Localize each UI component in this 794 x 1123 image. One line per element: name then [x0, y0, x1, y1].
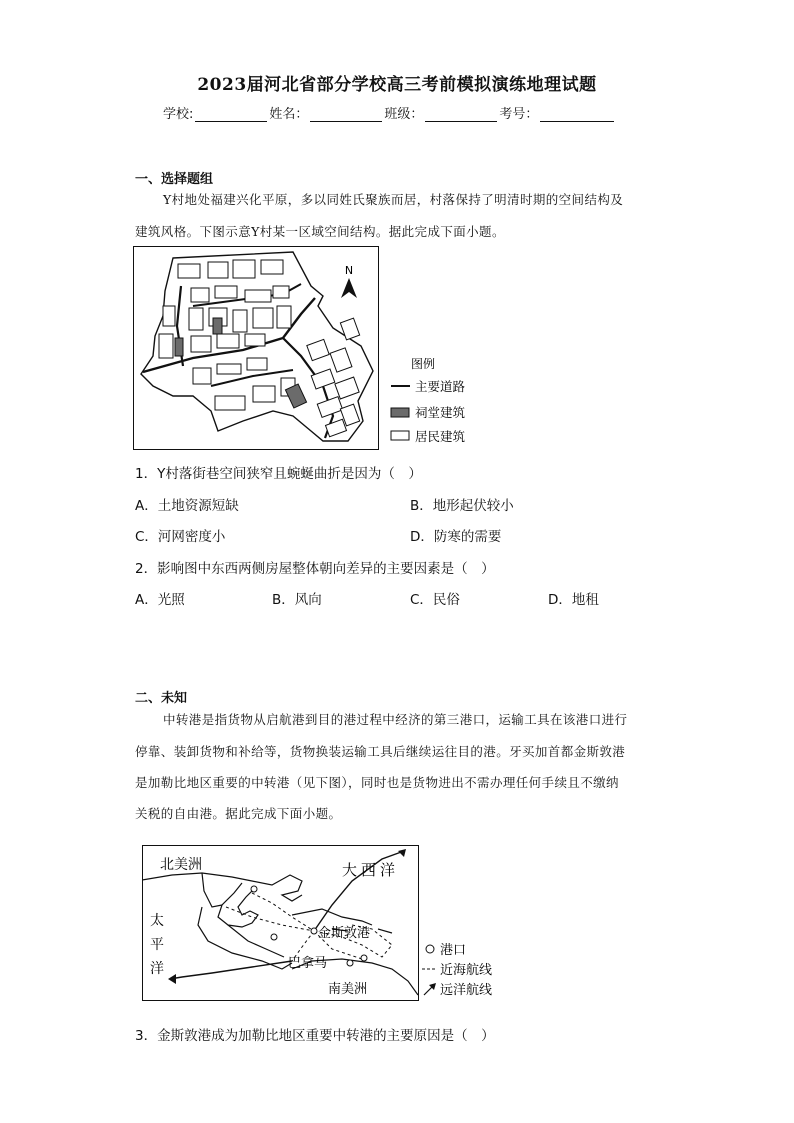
- section1-paragraph-line2: 建筑风格。下图示意Y村某一区域空间结构。据此完成下面小题。: [135, 224, 505, 239]
- class-blank[interactable]: [425, 107, 497, 122]
- section1-paragraph-line1: Y村地处福建兴化平原，多以同姓氏聚族而居，村落保持了明清时期的空间结构及: [163, 192, 624, 207]
- q1-option-b[interactable]: B．地形起伏较小: [410, 498, 514, 514]
- legend-shrine-icon: [391, 408, 409, 417]
- q2-option-d[interactable]: D．地租: [548, 592, 599, 608]
- question-3-stem: 3．金斯敦港成为加勒比地区重要中转港的主要原因是（ ）: [135, 1028, 495, 1044]
- legend-port-label: 港口: [440, 943, 467, 958]
- q2-option-b[interactable]: B．风向: [272, 592, 322, 608]
- page-title: 2023届河北省部分学校高三考前模拟演练地理试题: [197, 75, 597, 95]
- shrine-1: [213, 318, 222, 334]
- student-info-line: [163, 103, 616, 122]
- section2-paragraph-line2: 停靠、装卸货物和补给等，货物换装运输工具后继续运往目的港。牙买加首都金斯敦港: [135, 744, 626, 759]
- name-label: 姓名：: [269, 107, 309, 122]
- school-blank[interactable]: [195, 107, 267, 122]
- number-label: 考号：: [499, 107, 539, 122]
- north-label: N: [344, 264, 354, 277]
- shrine-2: [175, 338, 183, 356]
- section2-paragraph-line3: 是加勒比地区重要的中转港（见下图），同时也是货物进出不需办理任何手续且不缴纳: [135, 775, 619, 790]
- pacific-label-3: 洋: [150, 961, 164, 977]
- section2-heading: 二、未知: [135, 691, 188, 706]
- section2-paragraph-line4: 关税的自由港。据此完成下面小题。: [135, 806, 342, 821]
- section1-heading: 一、选择题组: [135, 172, 214, 187]
- q1-option-c[interactable]: C．河网密度小: [135, 529, 226, 545]
- pacific-label-2: 平: [150, 937, 164, 953]
- question-2-stem: 2．影响图中东西两侧房屋整体朝向差异的主要因素是（ ）: [135, 561, 495, 577]
- question-1-stem: 1．Y村落街巷空间狭窄且蜿蜒曲折是因为（ ）: [135, 466, 422, 482]
- atlantic-label: 大西洋: [342, 861, 400, 879]
- legend-ocean-label: 远洋航线: [440, 983, 493, 998]
- legend-port-icon: [426, 945, 434, 953]
- legend-residential-icon: [391, 431, 409, 440]
- number-blank[interactable]: [540, 107, 614, 122]
- village-map: [133, 246, 479, 450]
- north-america-label: 北美洲: [160, 857, 202, 873]
- kingston-label: 金斯敦港: [318, 926, 371, 941]
- legend-coastal-label: 近海航线: [440, 963, 493, 978]
- q2-option-c[interactable]: C．民俗: [410, 592, 460, 608]
- south-america-label: 南美洲: [328, 982, 368, 997]
- school-label: 学校:: [163, 107, 194, 122]
- q1-option-a[interactable]: A．土地资源短缺: [135, 498, 239, 514]
- legend-shrine-label: 祠堂建筑: [415, 405, 466, 420]
- name-blank[interactable]: [310, 107, 382, 122]
- class-label: 班级：: [384, 107, 424, 122]
- legend-residential-label: 居民建筑: [415, 429, 466, 444]
- q1-option-d[interactable]: D．防寒的需要: [410, 529, 502, 545]
- legend-road-label: 主要道路: [415, 379, 466, 394]
- map-legend-title: 图例: [411, 357, 436, 371]
- panama-label: 巴拿马: [288, 956, 328, 971]
- pacific-label-1: 太: [150, 913, 164, 929]
- caribbean-map: [142, 845, 522, 1005]
- section2-paragraph-line1: 中转港是指货物从启航港到目的港过程中经济的第三港口，运输工具在该港口进行: [163, 712, 628, 727]
- q2-option-a[interactable]: A．光照: [135, 592, 185, 608]
